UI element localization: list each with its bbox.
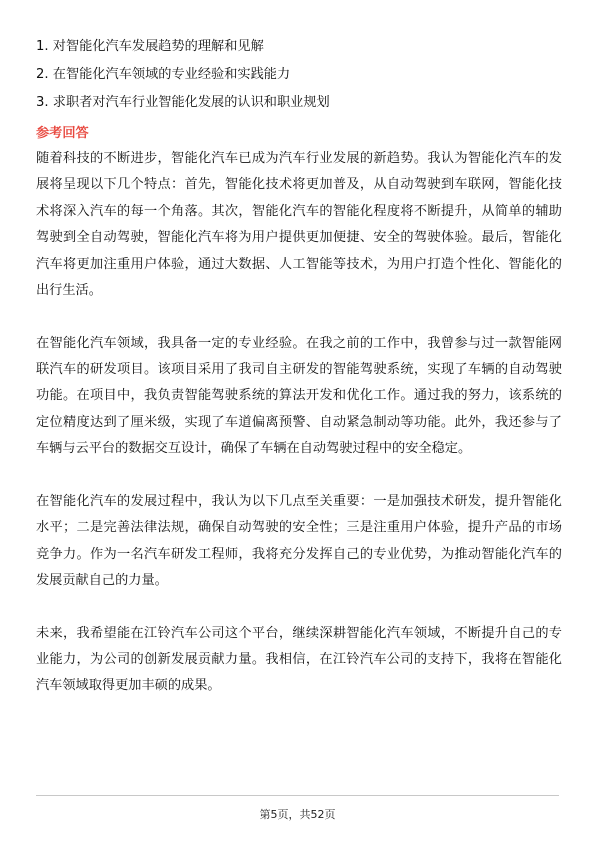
answer-paragraph-4: 未来，我希望能在江铃汽车公司这个平台，继续深耕智能化汽车领域，不断提升自己的专业能力，为公司的创新发展贡献力量。我相信，在江铃汽车公司的支持下，我将在智能化汽车领域取得更加丰硕的成果。 xyxy=(36,625,562,694)
answer-body xyxy=(36,146,562,700)
page-number: 第5页，共52页 xyxy=(259,808,336,821)
answer-paragraph-2: 在智能化汽车领域，我具备一定的专业经验。在我之前的工作中，我曾参与过一款智能网联汽车的研发项目。该项目采用了我司自主研发的智能驾驶系统，实现了车辆的自动驾驶功能。在项目中，我负责智能驾驶系统的算法开发和优化工作。通过我的努力，该系统的定位精度达到了厘米级，实现了车道偏离预警、自动紧急制动等功能。此外，我还参与了车辆与云平台的数据交互设计，确保了车辆在自动驾驶过程中的安全稳定。 xyxy=(36,335,562,457)
answer-paragraph-3: 在智能化汽车的发展过程中，我认为以下几点至关重要：一是加强技术研发，提升智能化水平；二是完善法律法规，确保自动驾驶的安全性；三是注重用户体验，提升产品的市场竞争力。作为一名汽车研发工程师，我将充分发挥自己的专业优势，为推动智能化汽车的发展贡献自己的力量。 xyxy=(36,493,562,589)
answer-paragraph-1: 随着科技的不断进步，智能化汽车已成为汽车行业发展的新趋势。我认为智能化汽车的发展将呈现以下几个特点：首先，智能化技术将更加普及，从自动驾驶到车联网，智能化技术将深入汽车的每一个角落。其次，智能化汽车的智能化程度将不断提升，从简单的辅助驾驶到全自动驾驶，智能化汽车将为用户提供更加便捷、安全的驾驶体验。最后，智能化汽车将更加注重用户体验，通过大数据、人工智能等技术，为用户打造个性化、智能化的出行生活。 xyxy=(36,151,562,299)
footer-divider xyxy=(36,795,559,796)
answer-heading: 参考回答 xyxy=(36,126,89,141)
question-list xyxy=(36,33,561,117)
question-item-3: 3. 求职者对汽车行业智能化发展的认识和职业规划 xyxy=(36,95,330,110)
question-item-2: 2. 在智能化汽车领域的专业经验和实践能力 xyxy=(36,67,291,82)
question-item-1: 1. 对智能化汽车发展趋势的理解和见解 xyxy=(36,39,264,54)
